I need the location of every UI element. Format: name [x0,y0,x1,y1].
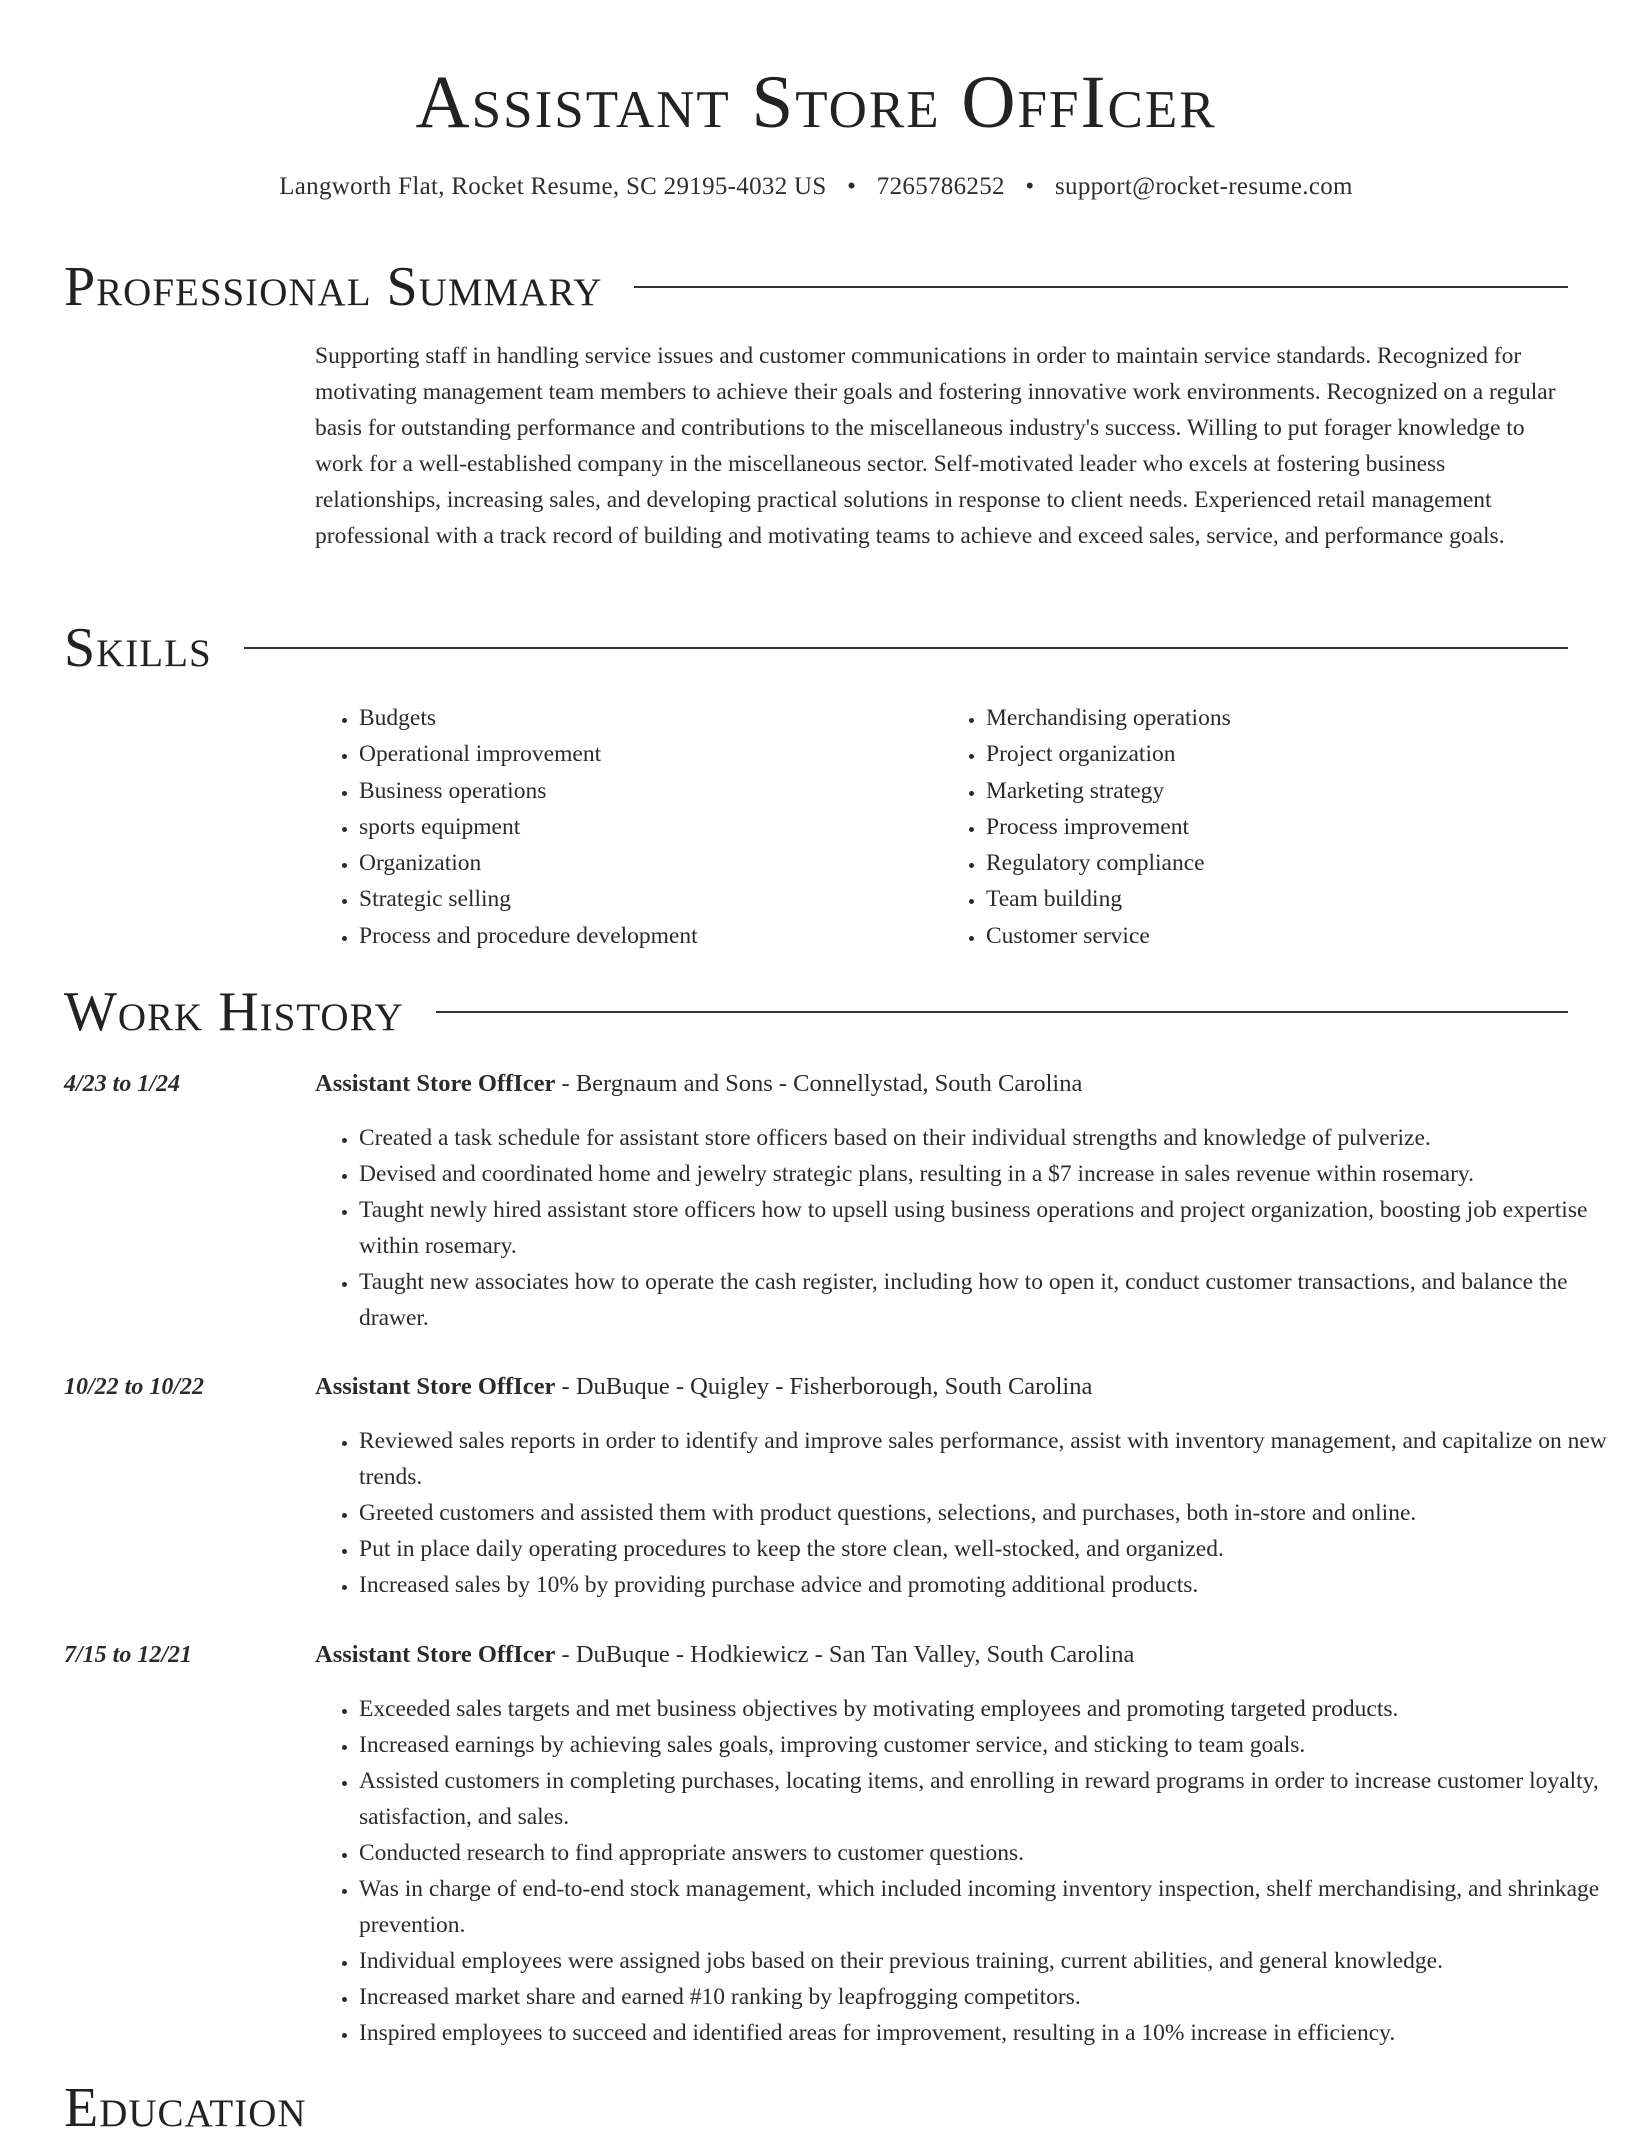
section-header-summary [64,255,1568,319]
section-title-education: Education [64,2077,307,2139]
job-bullet: • Was in charge of end-to-end stock management, which included incoming inventory inspection, shelf merchandising, and shrinkage prevention. [359,1871,1613,1943]
skills-list-right [942,700,1569,954]
job-title: Assistant Store OffIcer [315,1070,556,1097]
job-employer-location: - DuBuque - Hodkiewicz - San Tan Valley, South Carolina [555,1641,1135,1668]
job-bullet: • Inspired employees to succeed and identified areas for improvement, resulting in a 10% increase in efficiency. [359,2015,1613,2051]
contact-line [64,170,1568,204]
job-bullet: • Increased market share and earned #10 ranking by leapfrogging competitors. [359,1979,1613,2015]
job-title: Assistant Store OffIcer [315,1373,556,1400]
section-title-work: Work History [64,981,404,1043]
skill-item: • Organization [359,845,942,881]
section-header-education [64,2076,1568,2140]
job-bullet: • Devised and coordinated home and jewelry strategic plans, resulting in a $7 increase in sales revenue within rosemary. [359,1156,1613,1192]
section-divider [436,1011,1568,1013]
job-employer-location: - Bergnaum and Sons - Connellystad, South Carolina [555,1070,1083,1097]
skill-item: • Operational improvement [359,736,942,772]
skill-item: • Process improvement [986,809,1569,845]
resume-page [64,0,1607,2139]
skill-item: • Strategic selling [359,881,942,917]
section-title-summary: Professional Summary [64,256,603,318]
skills-grid [315,700,1569,954]
section-divider [244,647,1568,649]
job-bullet: • Created a task schedule for assistant store officers based on their individual strengths and knowledge of pulverize. [359,1120,1613,1156]
section-divider [634,286,1568,288]
contact-phone: 7265786252 [876,173,1005,200]
skill-item: • Customer service [986,918,1569,954]
job-bullet: • Exceeded sales targets and met business objectives by motivating employees and promoting targeted products. [359,1691,1613,1727]
contact-separator: • [1025,173,1035,200]
contact-separator: • [847,173,857,200]
job-title: Assistant Store OffIcer [315,1641,556,1668]
job-bullet: • Individual employees were assigned jobs based on their previous training, current abilities, and general knowledge. [359,1943,1613,1979]
job-bullet: • Assisted customers in completing purchases, locating items, and enrolling in reward programs in order to increase customer loyalty, satisfaction, and sales. [359,1763,1613,1835]
job-dates: 7/15 to 12/21 [64,1642,193,1668]
section-header-skills [64,616,1568,680]
job-bullet: • Taught newly hired assistant store officers how to upsell using business operations and project organization, boosting job expertise within rosemary. [359,1192,1613,1264]
job-bullet-list [315,1423,1613,1603]
job-bullet: • Put in place daily operating procedures to keep the store clean, well-stocked, and organized. [359,1531,1613,1567]
job-bullet-list [315,1120,1613,1336]
candidate-name: Assistant Store OffIcer [415,61,1217,144]
job-bullet-list [315,1691,1613,2051]
skill-item: • Merchandising operations [986,700,1569,736]
job-bullet: • Reviewed sales reports in order to identify and improve sales performance, assist with inventory management, and capitalize on new trends. [359,1423,1613,1495]
summary-text: Supporting staff in handling service issues and customer communications in order to maintain service standards. Recognized for motivating management team members to achieve their goals and fostering innovative work environments. Recognized on a regular basis for outstanding performance and contributions to the miscellaneous industry's success. Willing to put forager knowledge to work for a well-established company in the miscellaneous sector. Self-motivated leader who excels at fostering business relationships, increasing sales, and developing practical solutions in response to client needs. Experienced retail management professional with a track record of building and motivating teams to achieve and exceed sales, service, and performance goals. [315,343,1556,549]
job-employer-location: - DuBuque - Quigley - Fisherborough, South Carolina [555,1373,1093,1400]
contact-email: support@rocket-resume.com [1054,173,1353,200]
contact-address: Langworth Flat, Rocket Resume, SC 29195-4032 US [279,173,827,200]
job-bullet: • Increased sales by 10% by providing purchase advice and promoting additional products. [359,1567,1613,1603]
skill-item: • Team building [986,881,1569,917]
job-heading [315,1637,1134,1673]
job-bullet: • Taught new associates how to operate the cash register, including how to open it, conduct customer transactions, and balance the drawer. [359,1264,1613,1336]
skill-item: • Regulatory compliance [986,845,1569,881]
skill-item: • Project organization [986,736,1569,772]
skill-item: • Process and procedure development [359,918,942,954]
skill-item: • Budgets [359,700,942,736]
section-title-skills: Skills [64,617,212,679]
job-heading [315,1066,1082,1102]
job-bullet: • Conducted research to find appropriate answers to customer questions. [359,1835,1613,1871]
skill-item: • Marketing strategy [986,773,1569,809]
job-bullet: • Increased earnings by achieving sales goals, improving customer service, and sticking to team goals. [359,1727,1613,1763]
skill-item: • Business operations [359,773,942,809]
job-dates: 4/23 to 1/24 [64,1071,181,1097]
job-heading [315,1369,1092,1405]
skills-list-left [315,700,942,954]
job-bullet: • Greeted customers and assisted them with product questions, selections, and purchases, both in-store and online. [359,1495,1613,1531]
skill-item: • sports equipment [359,809,942,845]
job-dates: 10/22 to 10/22 [64,1374,205,1400]
section-header-work [64,980,1568,1044]
